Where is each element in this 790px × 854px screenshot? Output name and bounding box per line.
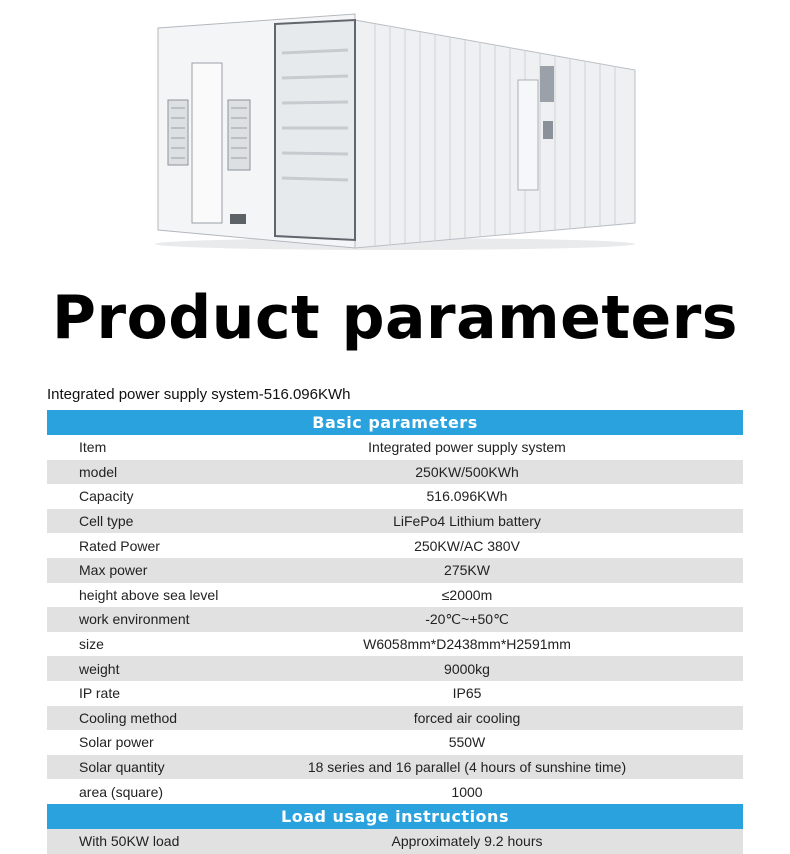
- param-value: 550W: [448, 734, 486, 751]
- param-value: 250KW/AC 380V: [414, 537, 520, 554]
- product-subtitle: Integrated power supply system-516.096KWh: [47, 386, 351, 403]
- param-value: 1000: [451, 783, 483, 800]
- table-row: [47, 706, 743, 731]
- table-row: [47, 755, 743, 780]
- param-value: 18 series and 16 parallel (4 hours of sunshine time): [307, 759, 627, 776]
- section-header-load: Load usage instructions: [47, 804, 743, 829]
- table-row: [47, 681, 743, 706]
- table-row: [47, 632, 743, 657]
- param-name: model: [79, 463, 118, 480]
- page-title: Product parameters: [52, 283, 738, 353]
- param-name: Item: [79, 439, 107, 456]
- param-value: ≤2000m: [441, 586, 493, 603]
- param-value: 516.096KWh: [426, 488, 508, 505]
- param-name: work environment: [79, 611, 190, 628]
- param-value: 250KW/500KWh: [415, 463, 519, 480]
- param-value: forced air cooling: [413, 709, 521, 726]
- param-name: Cell type: [79, 513, 134, 530]
- table-row: [47, 435, 743, 460]
- param-value: -20℃~+50℃: [425, 610, 509, 627]
- param-name: IP rate: [79, 685, 120, 702]
- param-value: 9000kg: [444, 660, 490, 677]
- param-value: IP65: [452, 685, 482, 702]
- param-value: Approximately 9.2 hours: [391, 833, 543, 850]
- param-name: Capacity: [79, 488, 134, 505]
- param-name: Cooling method: [79, 709, 178, 726]
- table-row: [47, 730, 743, 755]
- table-row: [47, 509, 743, 534]
- param-name: Rated Power: [79, 537, 160, 554]
- table-row: [47, 460, 743, 485]
- section-header-basic: Basic parameters: [47, 410, 743, 435]
- table-row: [47, 779, 743, 804]
- param-name: With 50KW load: [79, 833, 180, 850]
- table-row: [47, 656, 743, 681]
- param-name: Max power: [79, 562, 148, 579]
- table-row: [47, 558, 743, 583]
- param-name: weight: [79, 660, 120, 677]
- container-product-image: [150, 8, 640, 253]
- param-name: Solar power: [79, 734, 154, 751]
- table-row: [47, 533, 743, 558]
- param-value: 275KW: [444, 562, 490, 579]
- table-row: [47, 829, 743, 854]
- parameters-table: [47, 410, 743, 854]
- param-name: area (square): [79, 783, 164, 800]
- param-value: W6058mm*D2438mm*H2591mm: [363, 636, 571, 653]
- table-row: [47, 583, 743, 608]
- param-value: Integrated power supply system: [368, 439, 566, 456]
- table-row: [47, 607, 743, 632]
- param-value: LiFePo4 Lithium battery: [393, 513, 541, 530]
- param-name: size: [79, 636, 104, 653]
- table-row: [47, 484, 743, 509]
- param-name: height above sea level: [79, 586, 219, 603]
- param-name: Solar quantity: [79, 759, 165, 776]
